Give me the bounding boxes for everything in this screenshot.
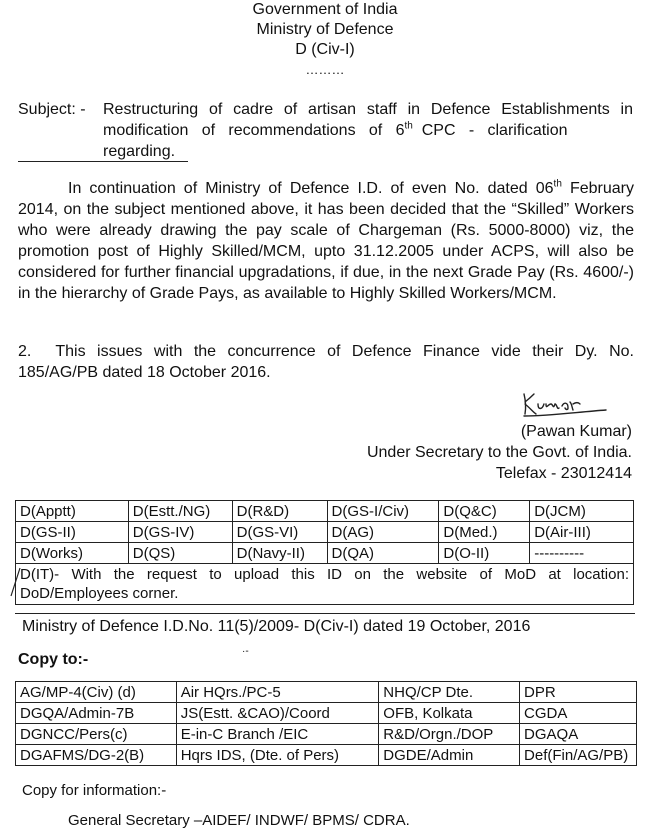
table-row <box>16 501 634 522</box>
distribution-cell: D(Q&C) <box>439 501 530 522</box>
copy-to-cell: DGAQA <box>520 724 637 745</box>
copy-to-cell: Hqrs IDS, (Dte. of Pers) <box>176 745 379 766</box>
subject-line-2-sup: th <box>404 120 413 132</box>
distribution-cell: D(Apptt) <box>16 501 129 522</box>
copy-to-cell: OFB, Kolkata <box>379 703 520 724</box>
distribution-cell: D(JCM) <box>530 501 634 522</box>
table-row <box>16 564 634 605</box>
distribution-cell: D(GS-VI) <box>232 522 327 543</box>
it-note-line-2: DoD/Employees corner. <box>20 585 179 602</box>
header-government: Government of India <box>252 1 398 18</box>
separator-line <box>15 613 635 614</box>
table-row <box>16 703 637 724</box>
copy-to-heading: Copy to:- <box>18 651 89 668</box>
it-note-cell <box>16 564 634 605</box>
distribution-cell: D(Works) <box>16 543 129 564</box>
paragraph-2 <box>18 341 634 383</box>
distribution-cell: D(R&D) <box>232 501 327 522</box>
stray-mark: ·- <box>242 646 249 657</box>
distribution-cell: D(QA) <box>327 543 439 564</box>
distribution-cell: D(AG) <box>327 522 439 543</box>
paragraph-1 <box>18 178 634 304</box>
paragraph-1-text-b: February 2014, on the subject mentioned above, it has been decided that the “Skilled” Workers who were already drawing the pay scale of Chargeman (Rs. 5000-8000) viz, the promotion post of Highly Skilled/MCM, upto 31.12.2005 under ACPS, will also be considered for further financial upgradations, if due, in the next Grade Pay (Rs. 4600/-) in the hierarchy of Grade Pays, as available to Highly Skilled Workers/MCM. <box>18 180 634 302</box>
subject-line-2-pre: modification of recommendations of 6 <box>103 122 405 139</box>
subject-line-3: regarding. <box>103 143 176 160</box>
subject-line-1: Restructuring of cadre of artisan staff in Defence Establishments in <box>103 101 633 118</box>
signature <box>518 388 588 418</box>
copy-to-table <box>15 681 637 766</box>
copy-info-heading: Copy for information:- <box>22 782 167 799</box>
copy-to-cell: DGQA/Admin-7B <box>16 703 177 724</box>
distribution-cell: D(GS-IV) <box>128 522 232 543</box>
distribution-cell: D(Estt./NG) <box>128 501 232 522</box>
distribution-cell: D(GS-II) <box>16 522 129 543</box>
subject-label: Subject: - <box>18 101 86 118</box>
copy-to-cell: DGDE/Admin <box>379 745 520 766</box>
paragraph-2-number: 2. <box>18 343 32 360</box>
copy-info-line: General Secretary –AIDEF/ INDWF/ BPMS/ CDRA. <box>68 812 410 829</box>
signatory-name: (Pawan Kumar) <box>520 423 632 440</box>
header-dots: ……… <box>305 62 345 77</box>
paragraph-2-text: This issues with the concurrence of Defence Finance vide their Dy. No. 185/AG/PB dated 18 October 2016. <box>18 343 634 381</box>
signature-mark <box>518 388 608 422</box>
copy-to-cell: CGDA <box>520 703 637 724</box>
copy-to-cell: AG/MP-4(Civ) (d) <box>16 682 177 703</box>
distribution-table <box>15 500 634 605</box>
distribution-cell: ---------- <box>530 543 634 564</box>
table-row <box>16 745 637 766</box>
it-note-line-1: D(IT)- With the request to upload this ID on the website of MoD at location: <box>20 566 629 583</box>
copy-to-cell: Air HQrs./PC-5 <box>176 682 379 703</box>
paragraph-1-text-a: In continuation of Ministry of Defence I.D. of even No. dated 06 <box>68 180 554 197</box>
distribution-cell: D(GS-I/Civ) <box>327 501 439 522</box>
subject-underline <box>18 161 188 162</box>
header-division: D (Civ-I) <box>295 41 355 58</box>
copy-to-cell: JS(Estt. &CAO)/Coord <box>176 703 379 724</box>
header-ministry: Ministry of Defence <box>256 21 394 38</box>
distribution-cell: D(O-II) <box>439 543 530 564</box>
table-row <box>16 724 637 745</box>
signatory-telefax: Telefax - 23012414 <box>495 465 632 482</box>
copy-to-cell: DPR <box>520 682 637 703</box>
copy-to-cell: DGNCC/Pers(c) <box>16 724 177 745</box>
subject-line-2-post: CPC - clarification <box>412 122 568 139</box>
copy-to-cell: E-in-C Branch /EIC <box>176 724 379 745</box>
subject-line-2 <box>103 120 633 142</box>
reference-line: Ministry of Defence I.D.No. 11(5)/2009- D(Civ-I) dated 19 October, 2016 <box>22 618 531 635</box>
distribution-cell: D(QS) <box>128 543 232 564</box>
copy-to-cell: DGAFMS/DG-2(B) <box>16 745 177 766</box>
copy-to-cell: Def(Fin/AG/PB) <box>520 745 637 766</box>
distribution-cell: D(Air-III) <box>530 522 634 543</box>
tick-mark-icon <box>8 566 22 598</box>
distribution-cell: D(Med.) <box>439 522 530 543</box>
table-row <box>16 682 637 703</box>
table-row <box>16 522 634 543</box>
copy-to-cell: NHQ/CP Dte. <box>379 682 520 703</box>
distribution-cell: D(Navy-II) <box>232 543 327 564</box>
signatory-designation: Under Secretary to the Govt. of India. <box>366 444 632 461</box>
table-row <box>16 543 634 564</box>
copy-to-cell: R&D/Orgn./DOP <box>379 724 520 745</box>
paragraph-1-sup: th <box>553 178 562 190</box>
